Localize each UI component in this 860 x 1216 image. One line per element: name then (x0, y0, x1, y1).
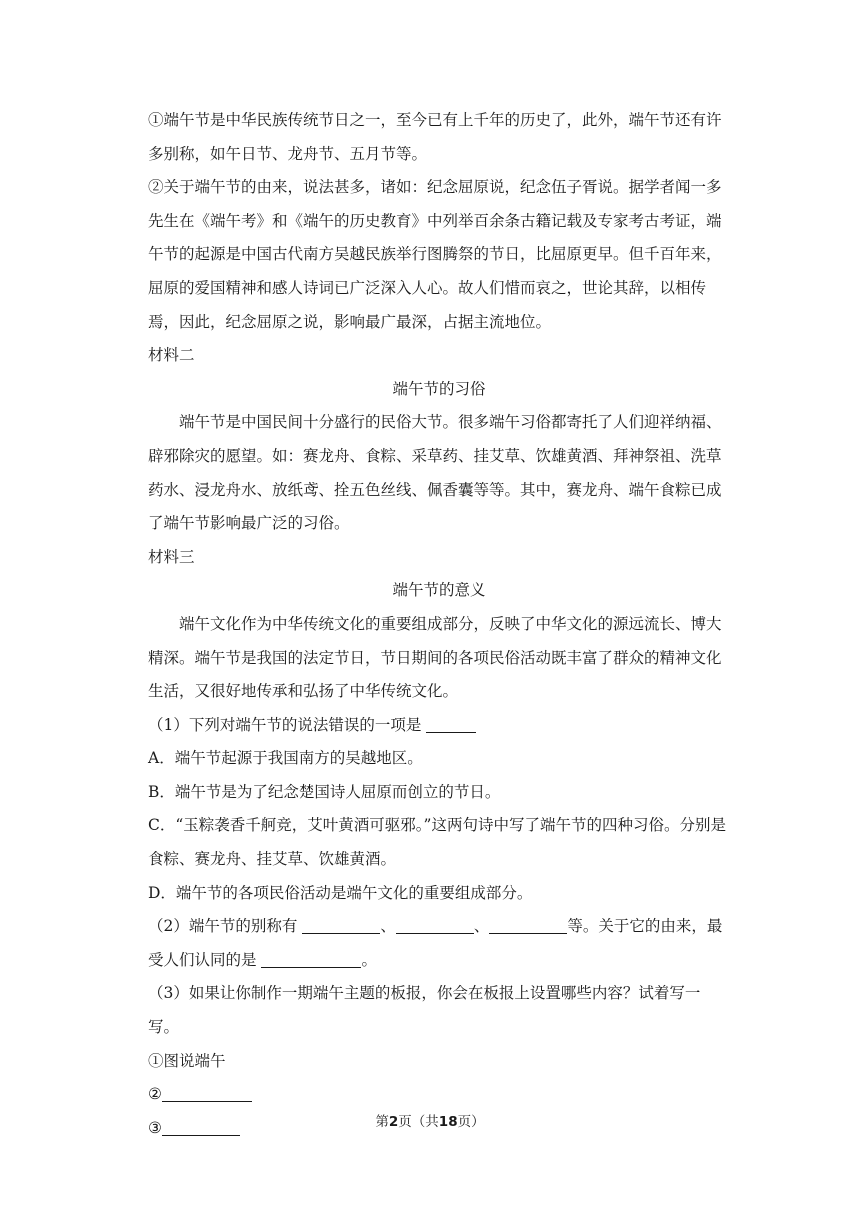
question-1-option-a: A．端午节起源于我国南方的吴越地区。 (148, 749, 423, 768)
question-1-option-b: B．端午节是为了纪念楚国诗人屈原而创立的节日。 (148, 782, 501, 801)
page-footer (0, 1110, 860, 1130)
material-3-title: 端午节的意义 (392, 581, 486, 600)
item-number: ③ (148, 1118, 162, 1137)
separator: 、 (380, 917, 396, 936)
question-3-stem: （3）如果让你制作一期端午主题的板报，你会在板报上设置哪些内容？试着写一写。 (148, 984, 701, 1037)
question-2-text-continued: 等。关于它的由来，最受人们认同的是 (148, 917, 723, 969)
material-2-title: 端午节的习俗 (392, 379, 486, 398)
paragraph-2: ②关于端午节的由来，说法甚多，诸如：纪念屈原说，纪念伍子胥说。据学者闻一多先生在《端午考》和《端午的历史教育》中列举百余条古籍记载及专家考古考证，端午节的起源是中国古代南方吴越民族举行图腾祭的节日，比屈原更早。但千百年来，屈原的爱国精神和感人诗词已广泛深入人心。故人们惜而哀之，世论其辞，以相传焉，因此，纪念屈原之说，影响最广最深，占据主流地位。 (148, 178, 722, 331)
question-2-text: （2）端午节的别称有 (148, 917, 298, 936)
total-pages: 18 (438, 1114, 458, 1130)
item-number: ② (148, 1085, 162, 1104)
footer-prefix: 第 (375, 1114, 389, 1130)
answer-blank[interactable] (426, 714, 476, 733)
question-1-option-d: D．端午节的各项民俗活动是端午文化的重要组成部分。 (148, 883, 533, 902)
answer-blank[interactable] (489, 915, 567, 934)
paragraph-1: ①端午节是中华民族传统节日之一，至今已有上千年的历史了，此外，端午节还有许多别称，如午日节、龙舟节、五月节等。 (148, 111, 722, 163)
question-3-item-2 (148, 1078, 730, 1112)
material-2-body: 端午节是中国民间十分盛行的民俗大节。很多端午习俗都寄托了人们迎祥纳福、辟邪除灾的愿望。如：赛龙舟、食粽、采草药、挂艾草、饮雄黄酒、拜神祭祖、洗草药水、浸龙舟水、放纸鸢、拴五色丝线、佩香囊等等。其中，赛龙舟、端午食粽已成了端午节影响最广泛的习俗。 (148, 413, 722, 533)
answer-blank[interactable] (261, 949, 361, 968)
question-2-end: 。 (361, 950, 377, 969)
question-1-stem (148, 709, 730, 743)
separator: 、 (473, 917, 490, 936)
answer-blank[interactable] (396, 915, 474, 934)
footer-mid: 页（共 (398, 1114, 439, 1130)
answer-blank[interactable] (302, 915, 380, 934)
material-3-body: 端午文化作为中华传统文化的重要组成部分，反映了中华文化的源远流长、博大精深。端午节是我国的法定节日，节日期间的各项民俗活动既丰富了群众的精神文化生活，又很好地传承和弘扬了中华传统文化。 (148, 614, 722, 701)
question-1-option-c: C．“玉粽袭香千舸竞，艾叶黄酒可驱邪。”这两句诗中写了端午节的四种习俗。分别是食粽、赛龙舟、挂艾草、饮雄黄酒。 (148, 816, 726, 869)
question-1-text: （1）下列对端午节的说法错误的一项是 (148, 715, 422, 734)
footer-suffix: 页） (457, 1114, 485, 1130)
material-2-label: 材料二 (148, 346, 195, 365)
page-number: 2 (388, 1114, 399, 1130)
answer-blank[interactable] (162, 1083, 252, 1102)
document-body (148, 104, 730, 1145)
question-2 (148, 910, 730, 977)
material-3-label: 材料三 (148, 547, 195, 566)
question-3-item-1: ①图说端午 (148, 1051, 226, 1070)
